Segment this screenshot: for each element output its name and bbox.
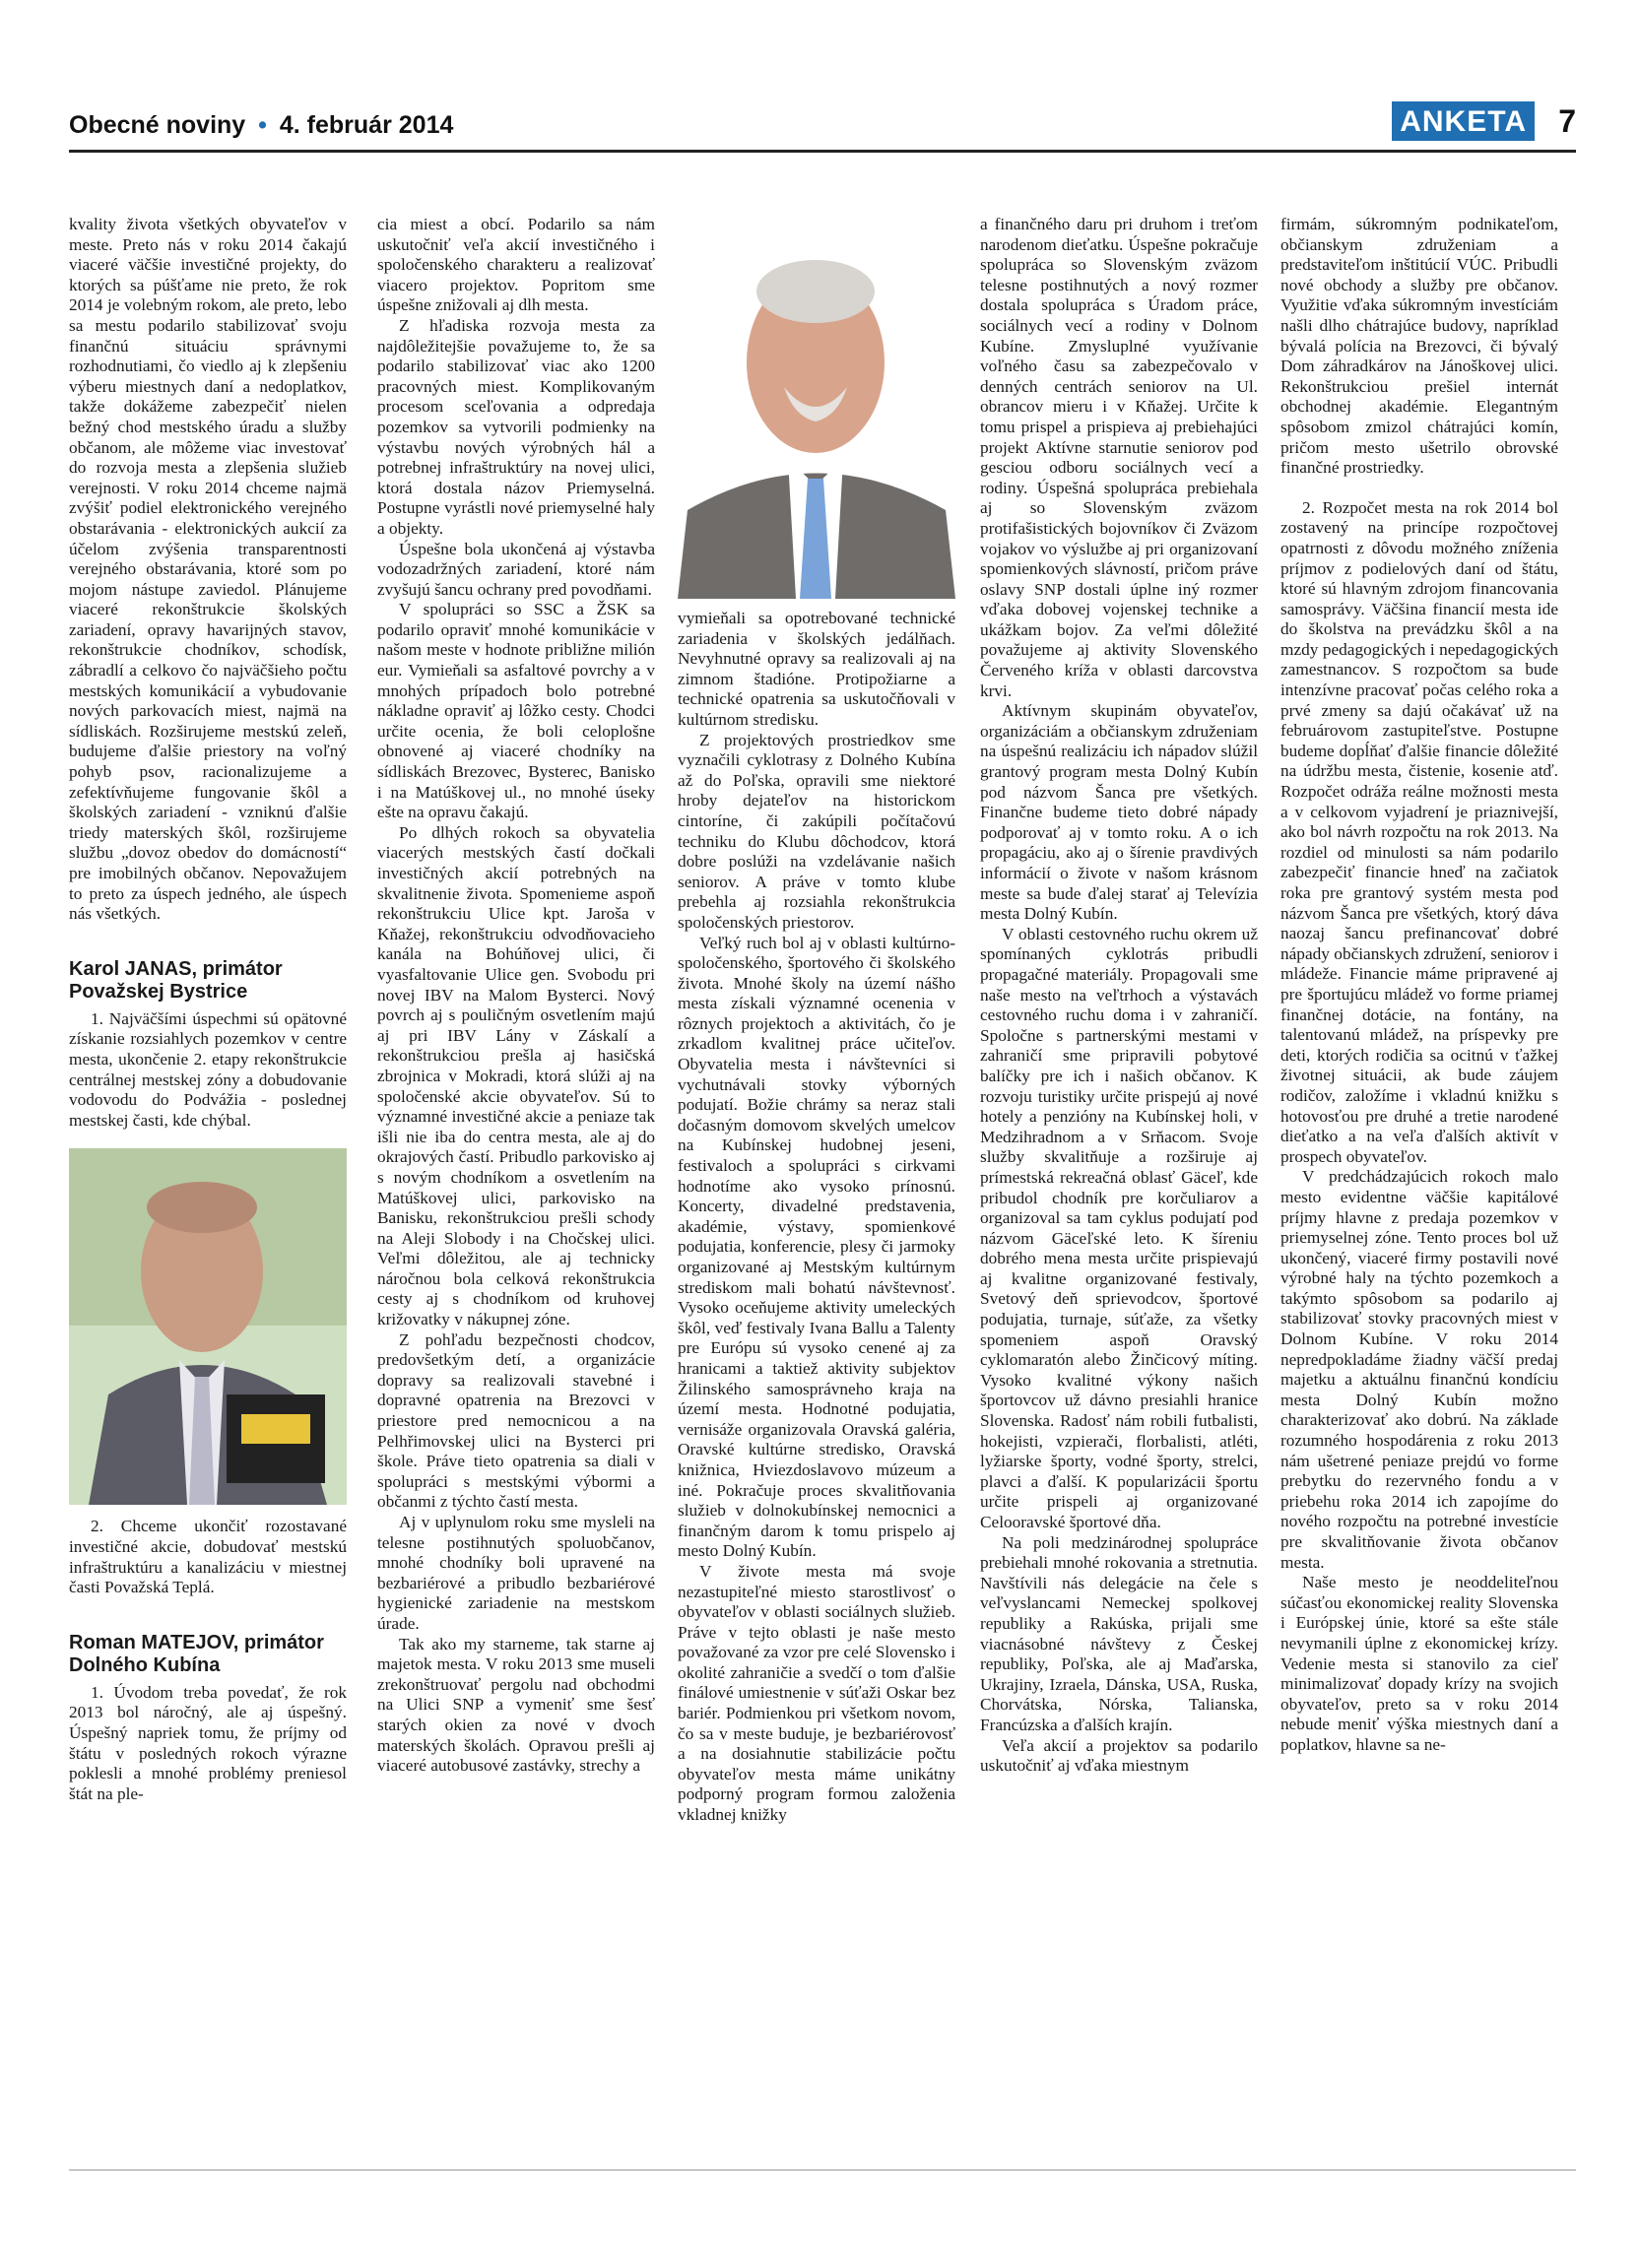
issue-date: 4. február 2014 bbox=[279, 111, 454, 139]
column-5 bbox=[1280, 215, 1558, 1756]
column-2 bbox=[377, 215, 655, 1777]
article-paragraph: Po dlhých rokoch sa obyvatelia viacerých mestských častí dočkali investičných akcií potrebných na skvalitnenie života. Spomenieme aspoň rekonštrukciu Ulice kpt. Jaroša v Kňažej, rekonštrukciu odvodňovacieho kanála na Bohúňovej ulici, či vyasfaltovanie Ulice gen. Svobodu pri novej IBV na Malom Bysterci. Nový povrch aj s pouličným osvetlením majú aj pri IBV Lány v Záskalí a rekonštrukciou prešla aj hasičská zbrojnica v Mokradi, ktorá slúži aj na spoločenské akcie obyvateľov. Sú to významné investičné akcie a peniaze tak išli nie iba do centra mesta, ale aj do okrajových častí. Pribudlo parkovisko aj s novým chodníkom a osvetlením na Matúškovej ulici, parkovisko na Banisku, rekonštrukciou prešli schody na Aleji Slobody i na Chočskej ulici. Veľmi dôležitou, ale aj technicky náročnou bola celková rekonštrukcia cesty aj s chodníkom od kruhovej križovatky v nákupnej zóne. bbox=[377, 822, 655, 1329]
article-paragraph: Z pohľadu bezpečnosti chodcov, predovšetkým detí, a organizácie dopravy sa realizovali stavebné i dopravné opatrenia na Brezovci v priestore pred nemocnicou a na Pelhřimovskej ulici na Bysterci pri škole. Práve tieto opatrenia sa diali v spolupráci s mestskými výbormi a občanmi z týchto častí mesta. bbox=[377, 1329, 655, 1512]
footer-rule bbox=[69, 2170, 1576, 2171]
article-paragraph: Aj v uplynulom roku sme mysleli na telesne postihnutých spoluobčanov, mnohé chodníky boli upravené na bezbariérové a pribudlo bezbariérové hygienické zariadenie na mestskom úrade. bbox=[377, 1513, 655, 1633]
masthead bbox=[69, 101, 1576, 147]
column-3 bbox=[678, 215, 955, 1826]
column-4 bbox=[980, 215, 1258, 1777]
article-paragraph: Z projektových prostriedkov sme vyznačili cyklotrasy z Dolného Kubína až do Poľska, opravili sme niektoré hroby dejateľov na historickom cintoríne, či zakúpili počítačovú techniku do Klubu dôchodcov, ktorá dobre poslúži na vzdelávanie našich seniorov. A práve v tomto klube prebehla aj rozsiahla rekonštrukcia spoločenských priestorov. bbox=[678, 730, 955, 932]
article-paragraph: Z hľadiska rozvoja mesta za najdôležitejšie považujeme to, že sa podarilo stabilizovať viac ako 1200 pracovných miest. Komplikovaným procesom sceľovania a odpredaja pozemkov sa vytvorili podmienky na výstavbu nových výrobných hál a potrebnej infraštruktúry na novej ulici, ktorá dostala názov Priemyselná. Postupne vyrástli nové priemyselné haly a objekty. bbox=[377, 315, 655, 538]
article-paragraph: V predchádzajúcich rokoch malo mesto evidentne väčšie kapitálové príjmy hlavne z predaja pozemkov v priemyselnej zóne. Tento proces bol už ukončený, viaceré firmy postavili nové výrobné haly na týchto pozemkoch a takýmto spôsobom sa podarilo aj stabilizovať stovky pracovných miest v Dolnom Kubíne. V roku 2014 nepredpokladáme žiadny väčší predaj majetku a aktuálnu finančnú kondíciu mesta Dolný Kubín možno charakterizovať ako dobrú. Na základe rozumného hospodárenia z roku 2013 nám ušetrené peniaze prejdú vo forme prebytku do rezervného fondu a v priebehu roka 2014 ich zapojíme do nového rozpočtu na potrebné investície pre skvalitňovanie života občanov mesta. bbox=[1280, 1167, 1558, 1572]
article-paragraph: Veľa akcií a projektov sa podarilo uskutočniť aj vďaka miestnym bbox=[980, 1735, 1258, 1776]
article-paragraph: Tak ako my starneme, tak starne aj majetok mesta. V roku 2013 sme museli zrekonštruovať pergolu nad obchodmi na Ulici SNP a vymeniť sme šesť starých okien za nové v dvoch materských školách. Opravou prešli aj viaceré autobusové zastávky, strechy a bbox=[377, 1634, 655, 1776]
column-1 bbox=[69, 215, 347, 1804]
publication-line bbox=[69, 111, 453, 140]
header-rule bbox=[69, 150, 1576, 153]
portrait-photo-matejov bbox=[678, 215, 955, 599]
header-bullet: • bbox=[258, 111, 267, 139]
article-paragraph: kvality života všetkých obyvateľov v meste. Preto nás v roku 2014 čakajú viaceré väčšie investičné projekty, do ktorých sa púšťame nie preto, že rok 2014 je volebným rokom, ale preto, lebo sa mestu podarilo stabilizovať svoju finančnú situáciu správnymi rozhodnutiami, čo viedlo aj k zlepšeniu výberu miestnych daní a nedoplatkov, takže dokážeme zabezpečiť nielen bežný chod mestského úradu a služby občanom, ale môžeme viac investovať do rozvoja mesta a zlepšenia služieb verejnosti. V roku 2014 chceme najmä zvýšiť podiel elektronického verejného obstarávania - elektronických aukcií za účelom zvýšenia transparentnosti verejného obstarávania, ktoré som po mojom nástupe zaviedol. Plánujeme viaceré rekonštrukcie školských zariadení, opravy havarijných stavov, rekonštrukcie chodníkov, schodísk, zábradlí a celkovo čo najväčšieho počtu mestských komunikácií a vybudovanie nových parkovacích miest, najmä na sídliskách. Rozširujeme mestskú zeleň, budujeme ďalšie priestory na voľný pohyb psov, racionalizujeme a zefektívňujeme fungovanie škôl a školských zariadení - vzniknú ďalšie triedy materských škôl, rozširujeme službu „dovoz obedov do domácností“ pre imobilných občanov. Nepovažujem to preto za úspech jedného, ale úspech nás všetkých. bbox=[69, 215, 347, 924]
article-paragraph: V spolupráci so SSC a ŽSK sa podarilo opraviť mnohé komunikácie v našom meste v hodnote približne milión eur. Vymieňali sa asfaltové povrchy a v mnohých prípadoch bolo potrebné nákladne opraviť aj lôžko cesty. Chodci určite ocenia, že boli celoplošne obnovené aj viaceré chodníky na sídliskách Brezovec, Bysterec, Banisko i na Matúškovej ul., no mnohé úseky ešte na opravu čakajú. bbox=[377, 600, 655, 822]
article-paragraph: 1. Úvodom treba povedať, že rok 2013 bol náročný, ale aj úspešný. Úspešný napriek tomu, že príjmy od štátu v posledných rokoch výrazne poklesli a mnohé problémy preniesol štát na ple- bbox=[69, 1682, 347, 1803]
page-number: 7 bbox=[1558, 103, 1576, 139]
publication-name: Obecné noviny bbox=[69, 111, 246, 139]
article-paragraph: Na poli medzinárodnej spolupráce prebiehali mnohé rokovania a stretnutia. Navštívili nás delegácie na čele s veľvyslancami Nemeckej spolkovej republiky a Rakúska, prijali sme viacnásobné návštevy z Českej republiky, Poľska, ale aj Maďarska, Ukrajiny, Izraela, Dánska, USA, Ruska, Chorvátska, Nórska, Talianska, Francúzska a ďalších krajín. bbox=[980, 1532, 1258, 1734]
article-paragraph: 2. Rozpočet mesta na rok 2014 bol zostavený na princípe rozpočtovej opatrnosti z dôvodu možného zníženia príjmov z podielových daní od štátu, ktoré sú hlavným zdrojom financovania samosprávy. Väčšina financií mesta ide do školstva na prevádzku škôl a na mzdy pedagogických i nepedagogických zamestnancov. S rozpočtom sa bude intenzívne pracovať počas celého roka a prvé zmeny sa dajú očakávať už na februárovom zastupiteľstve. Postupne budeme dopĺňať ďalšie financie dôležité na údržbu mesta, čistenie, kosenie atď. Rozpočet odráža reálne možnosti mesta a v celkovom vyjadrení je priaznivejší, ako bol návrh rozpočtu na rok 2013. Na rozdiel od minulosti sa nám podarilo zabezpečiť financie hneď na začiatok roka pre grantový systém mesta pod názvom Šanca pre všetkých, ktorý dáva naozaj šancu prefinancovať dobré nápady občianskych združení, seniorov i mládeže. Financie máme pripravené aj pre športujúcu mládež vo forme priamej finančnej dotácie, na fontány, na talentovanú mládež, na príspevky pre deti, ktorých rodičia sa ocitnú v ťažkej životnej situácii, ak bude záujem rodičov, založíme i vkladnú knižku s hotovosťou pre druhé a tretie narodené dieťatko a na veľa ďalších aktivít v prospech obyvateľov. bbox=[1280, 497, 1558, 1166]
article-paragraph: firmám, súkromným podnikateľom, občianskym združeniam a predstaviteľom inštitúcií VÚC. Pribudli nové obchody a služby pre občanov. Využitie vďaka súkromným investíciám našli dlho chátrajúce budovy, napríklad bývalá polícia na Brezovci, či bývalý Dom záhradkárov na Jánoškovej ulici. Rekonštrukciou prešiel internát obchodnej akadémie. Elegantným spôsobom zmizol chátrajúci komín, pričom mesto ušetrilo obrovské finančné prostriedky. bbox=[1280, 215, 1558, 478]
article-paragraph: V oblasti cestovného ruchu okrem už spomínaných cyklotrás pribudli propagačné materiály. Propagovali sme naše mesto na veľtrhoch a výstavách cestovného ruchu doma i v zahraničí. Spoločne s partnerskými mestami v zahraničí sme pripravili pobytové balíčky pre ich i našich občanov. K rozvoju turistiky určite prispejú aj nové hotely a penzióny na Kubínskej holi, v Medzihradnom a v Srňacom. Svoje služby skvalitňuje a rozširuje aj prímestská rekreačná oblasť Gäceľ, kde pribudol chodník pre korčuliarov a organizoval sa tam cyklus podujatí pod názvom Gäceľské leto. K šíreniu dobrého mena mesta určite prispievajú aj kvalitne organizované festivaly, Svetový deň sprievodcov, športové podujatia, turnaje, súťaže, za všetky spomeniem aspoň Oravský cyklomaratón alebo Žinčicový míting. Vysoko kvalitné výkony našich športovcov už dávno presiahli hranice Slovenska. Radosť nám robili futbalisti, hokejisti, vzpierači, florbalisti, atléti, lyžiarske športy, vodné športy, strelci, plavci a ďalší. K popularizácii športu určite prispeli aj organizované Celooravské športové dňa. bbox=[980, 924, 1258, 1531]
article-paragraph: 1. Najväčšími úspechmi sú opätovné získanie rozsiahlych pozemkov v centre mesta, ukončenie 2. etapy rekonštrukcie centrálnej mestskej zóny a dobudovanie vodovodu do Podvážia - poslednej mestskej časti, kde chýbal. bbox=[69, 1008, 347, 1130]
portrait-photo-janas bbox=[69, 1148, 347, 1505]
article-paragraph: Veľký ruch bol aj v oblasti kultúrno-spoločenského, športového či školského života. Mnohé školy na území nášho mesta získali významné ocenenia v rôznych projektoch a aktivitách, čo je zrkadlom kvalitnej práce učiteľov. Obyvatelia mesta i návštevníci si vychutnávali stovky výborných podujatí. Božie chrámy sa neraz stali dočasným domovom skvelých umelcov na Kubínskej hudobnej jeseni, festivaloch a spolupráci s cirkvami hodnotíme ako vysoko prínosnú. Koncerty, divadelné predstavenia, akadémie, výstavy, spomienkové podujatia, konferencie, plesy či jarmoky organizované aj Mestským kultúrnym strediskom mali bohatú návštevnosť. Vysoko oceňujeme aktivity umeleckých škôl, veď festivaly Ivana Ballu a Talenty pre Európu sú vysoko cenené aj za hranicami a taktiež aktivity subjektov Žilinského samosprávneho kraja na území mesta. Hodnotné podujatia, vernisáže organizovala Oravská galéria, Oravské kultúrne stredisko, Oravská knižnica, Hviezdoslavovo múzeum a iné. Pokračuje proces skvalitňovania služieb v dolnokubínskej nemocnici a finančným darom k tomu prispelo aj mesto Dolný Kubín. bbox=[678, 933, 955, 1561]
respondent-heading: Karol JANAS, primátor Považskej Bystrice bbox=[69, 957, 283, 1003]
article-paragraph: vymieňali sa opotrebované technické zariadenia v školských jedálňach. Nevyhnutné opravy sa realizovali aj na zimnom štadióne. Protipožiarne a technické opatrenia sa uskutočňovali v kultúrnom stredisku. bbox=[678, 609, 955, 729]
article-paragraph: Aktívnym skupinám obyvateľov, organizáciám a občianskym združeniam na úspešnú realizáciu ich nápadov slúžil grantový program mesta Dolný Kubín pod názvom Šanca pre všetkých. Finančne budeme tieto dobré nápady podporovať aj v tomto roku. A o ich propagáciu, ako aj o šírenie pravdivých informácií o živote v našom krásnom meste sa bude ďalej starať aj Televízia mesta Dolný Kubín. bbox=[980, 701, 1258, 924]
respondent-heading: Roman MATEJOV, primátor Dolného Kubína bbox=[69, 1631, 324, 1676]
article-paragraph: Naše mesto je neoddeliteľnou súčasťou ekonomickej reality Slovenska i Európskej únie, ktoré sa ešte stále nevymanili úplne z ekonomickej krízy. Vedenie mesta si stanovilo za cieľ minimalizovať dopady krízy na svojich obyvateľov, preto sa v roku 2014 nebude meniť výška miestnych daní a poplatkov, hlavne sa ne- bbox=[1280, 1573, 1558, 1754]
section-label: ANKETA bbox=[1392, 101, 1535, 141]
article-paragraph: a finančného daru pri druhom i treťom narodenom dieťatku. Úspešne pokračuje spolupráca so Slovenským zväzom telesne postihnutých a nový rozmer dostala spolupráca s Úradom práce, sociálnych vecí a rodiny v Dolnom Kubíne. Zmysluplné využívanie voľného času sa zabezpečovalo v denných centrách seniorov na Ul. obrancov mieru i v Kňažej. Určite k tomu prispel a prispieva aj prebiehajúci projekt Aktívne starnutie seniorov pod gesciou odboru sociálnych vecí a rodiny. Úspešná spolupráca prebiehala aj so Slovenským zväzom protifašistických bojovníkov či Zväzom vojakov vo výslužbe aj pri organizovaní spomienkových slávností, pričom práve oslavy SNP dostali úplne iný rozmer vďaka dobovej vojenskej technike a ukážkam bojov. Za veľmi dôležité považujeme aj aktivity Slovenského Červeného kríža v oblasti darcovstva krvi. bbox=[980, 215, 1258, 700]
article-paragraph: cia miest a obcí. Podarilo sa nám uskutočniť veľa akcií investičného i spoločenského charakteru a realizovať viacero projektov. Popritom sme úspešne znižovali aj dlh mesta. bbox=[377, 215, 655, 315]
article-paragraph: V živote mesta má svoje nezastupiteľné miesto starostlivosť o obyvateľov v oblasti sociálnych služieb. Práve v tejto oblasti je naše mesto považované za vzor pre celé Slovensko i okolité zahraničie a svedčí o tom ďalšie finálové umiestnenie v súťaži Oskar bez bariér. Podmienkou pri všetkom novom, čo sa v meste buduje, je bezbariérovosť a na dosiahnutie stabilizácie počtu obyvateľov mesta máme unikátny podporný program formou založenia vkladnej knižky bbox=[678, 1561, 955, 1825]
article-paragraph: Úspešne bola ukončená aj výstavba vodozadržných zariadení, ktoré nám zvyšujú šancu ochrany pred povodňami. bbox=[377, 539, 655, 599]
article-paragraph: 2. Chceme ukončiť rozostavané investičné akcie, dobudovať mestskú infraštruktúru a kanalizáciu v miestnej časti Považská Teplá. bbox=[69, 1517, 347, 1597]
